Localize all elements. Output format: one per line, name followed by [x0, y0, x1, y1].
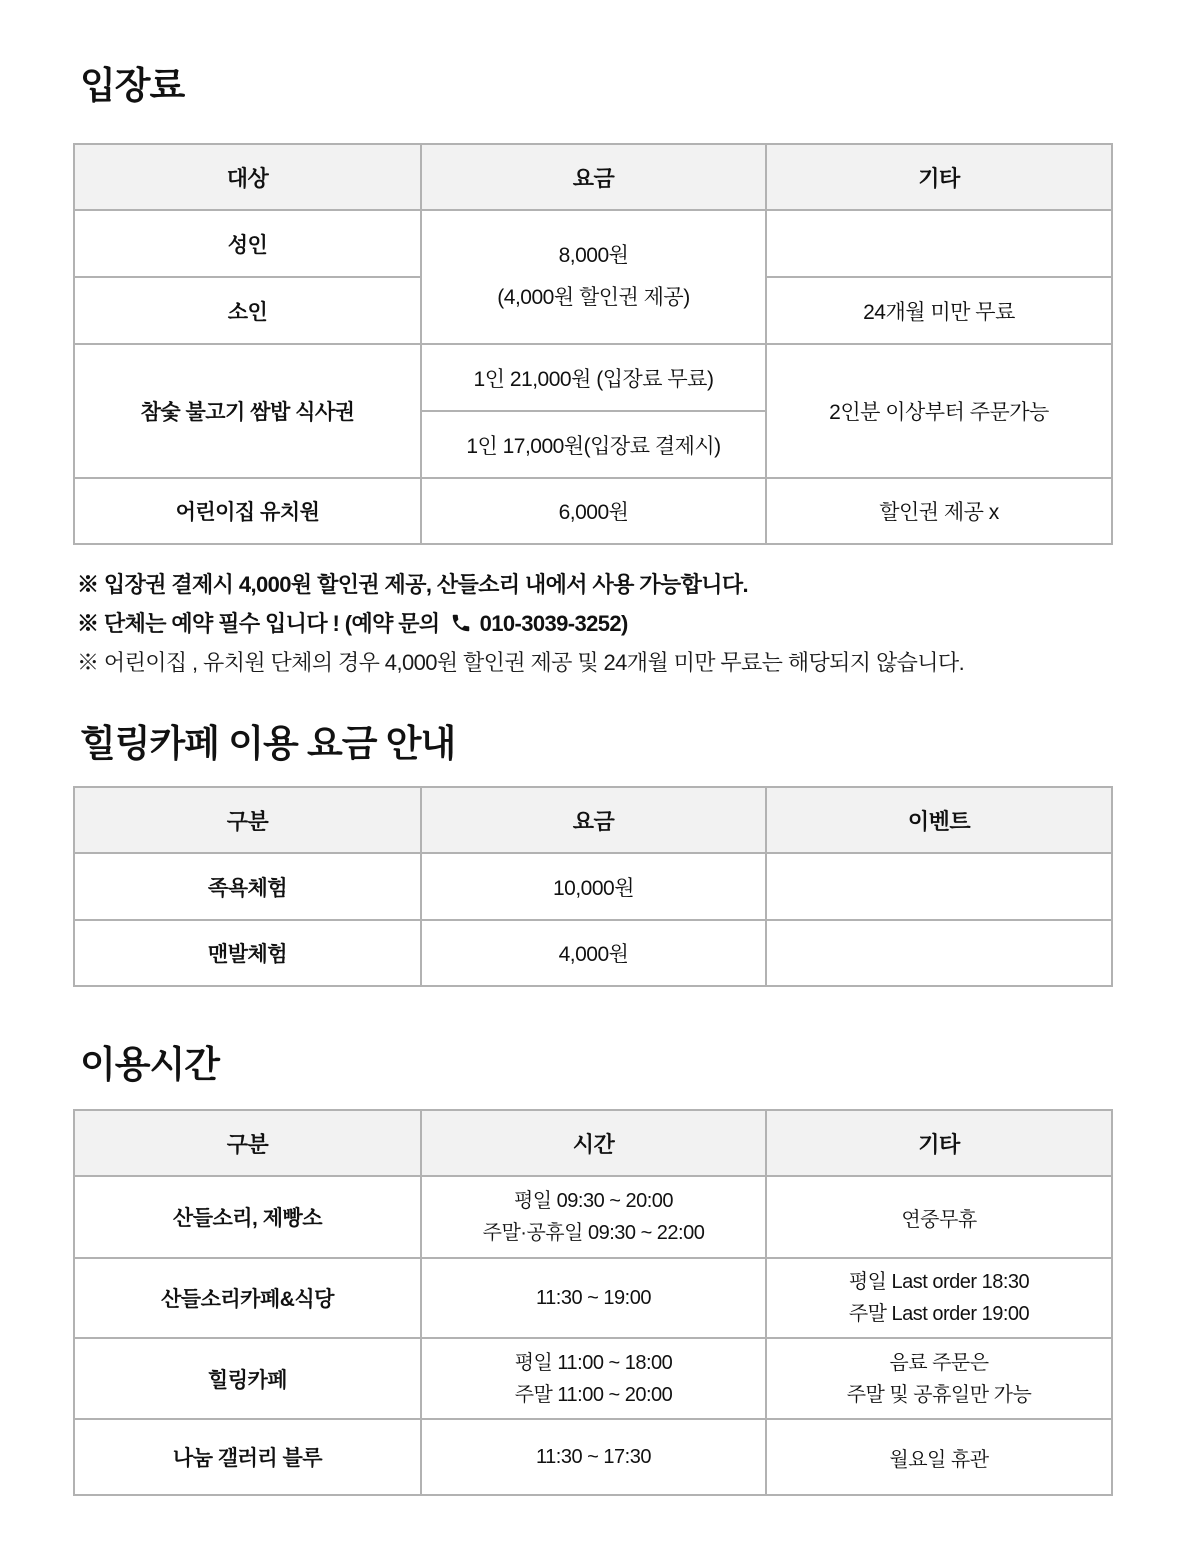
admission-col-header-fee: 요금: [421, 144, 766, 210]
note-discount-coupon: ※ 입장권 결제시 4,000원 할인권 제공, 산들소리 내에서 사용 가능합니다.: [77, 572, 749, 597]
cafe-restaurant-etc: [766, 1258, 1112, 1338]
adult-child-fee-line1: 8,000원: [558, 244, 629, 267]
meal-label: 참숯 불고기 쌈밥 식사권: [74, 344, 421, 478]
child-label: 소인: [74, 277, 421, 344]
cafe-col-header-fee: 요금: [421, 787, 766, 853]
cafe-col-header-event: 이벤트: [766, 787, 1112, 853]
hours-row-sandle-bakery: [74, 1176, 1112, 1258]
hours-section: [73, 1043, 1111, 1496]
footbath-fee: 10,000원: [421, 853, 766, 920]
sandle-bakery-time-weekend: 주말·공휴일 09:30 ~ 22:00: [482, 1222, 705, 1244]
hours-col-header-time: 시간: [421, 1110, 766, 1176]
admission-section: [73, 0, 1111, 682]
note-group-reservation-text: ※ 단체는 예약 필수 입니다 ! (예약 문의: [77, 611, 440, 636]
cafe-fee-header-row: [74, 787, 1112, 853]
phone-icon: [450, 607, 472, 629]
cafe-fee-section: [73, 722, 1111, 987]
hours-col-header-category: 구분: [74, 1110, 421, 1176]
hours-table: [73, 1109, 1113, 1496]
meal-fee-option2: 1인 17,000원(입장료 결제시): [421, 411, 766, 478]
healing-cafe-time: [421, 1338, 766, 1419]
adult-child-fee-line2: (4,000원 할인권 제공): [497, 286, 690, 309]
healing-cafe-etc-line1: 음료 주문은: [889, 1351, 989, 1374]
healing-cafe-etc: [766, 1338, 1112, 1419]
sandle-bakery-time-weekday: 평일 09:30 ~ 20:00: [513, 1190, 674, 1212]
child-etc: 24개월 미만 무료: [766, 277, 1112, 344]
sandle-bakery-time: [421, 1176, 766, 1258]
daycare-fee: 6,000원: [421, 478, 766, 544]
healing-cafe-label: 힐링카페: [74, 1338, 421, 1419]
cafe-restaurant-label: 산들소리카페&식당: [74, 1258, 421, 1338]
footbath-event-empty: [766, 853, 1112, 920]
hours-row-healing-cafe: [74, 1338, 1112, 1419]
footbath-label: 족욕체험: [74, 853, 421, 920]
admission-col-header-target: 대상: [74, 144, 421, 210]
healing-cafe-time-weekend: 주말 11:00 ~ 20:00: [514, 1383, 673, 1406]
daycare-etc: 할인권 제공 x: [766, 478, 1112, 544]
hours-header-row: [74, 1110, 1112, 1176]
admission-row-meal-1: [74, 344, 1112, 411]
cafe-row-footbath: [74, 853, 1112, 920]
cafe-restaurant-time: 11:30 ~ 19:00: [421, 1258, 766, 1338]
note-group-reservation: [77, 604, 1111, 643]
meal-fee-option1: 1인 21,000원 (입장료 무료): [421, 344, 766, 411]
cafe-row-barefoot: [74, 920, 1112, 986]
gallery-blue-etc: 월요일 휴관: [766, 1419, 1112, 1495]
cafe-restaurant-lastorder-weekend: 주말 Last order 19:00: [848, 1303, 1030, 1325]
admission-col-header-etc: 기타: [766, 144, 1112, 210]
note-daycare-exclusion: ※ 어린이집 , 유치원 단체의 경우 4,000원 할인권 제공 및 24개월 미만 무료는 해당되지 않습니다.: [77, 650, 965, 675]
barefoot-fee: 4,000원: [421, 920, 766, 986]
admission-header-row: [74, 144, 1112, 210]
reservation-phone-number: 010-3039-3252): [479, 611, 628, 636]
gallery-blue-label: 나눔 갤러리 블루: [74, 1419, 421, 1495]
admission-row-daycare: [74, 478, 1112, 544]
hours-row-gallery-blue: [74, 1419, 1112, 1495]
admission-title: 입장료: [80, 65, 185, 106]
hours-row-cafe-restaurant: [74, 1258, 1112, 1338]
hours-col-header-etc: 기타: [766, 1110, 1112, 1176]
admission-notes: [77, 565, 1111, 682]
cafe-fee-table: [73, 786, 1113, 987]
adult-label: 성인: [74, 210, 421, 277]
sandle-bakery-etc: 연중무휴: [766, 1176, 1112, 1258]
daycare-label: 어린이집 유치원: [74, 478, 421, 544]
sandle-bakery-label: 산들소리, 제빵소: [74, 1176, 421, 1258]
barefoot-label: 맨발체험: [74, 920, 421, 986]
admission-table: [73, 143, 1113, 545]
admission-row-adult: [74, 210, 1112, 277]
cafe-restaurant-lastorder-weekday: 평일 Last order 18:30: [848, 1271, 1030, 1293]
meal-etc: 2인분 이상부터 주문가능: [766, 344, 1112, 478]
cafe-fee-title: 힐링카페 이용 요금 안내: [80, 723, 456, 764]
barefoot-event-empty: [766, 920, 1112, 986]
healing-cafe-time-weekday: 평일 11:00 ~ 18:00: [514, 1351, 673, 1374]
adult-child-fee: [421, 210, 766, 344]
cafe-col-header-category: 구분: [74, 787, 421, 853]
hours-title: 이용시간: [80, 1044, 219, 1085]
adult-etc-empty: [766, 210, 1112, 277]
gallery-blue-time: 11:30 ~ 17:30: [421, 1419, 766, 1495]
healing-cafe-etc-line2: 주말 및 공휴일만 가능: [846, 1383, 1032, 1406]
